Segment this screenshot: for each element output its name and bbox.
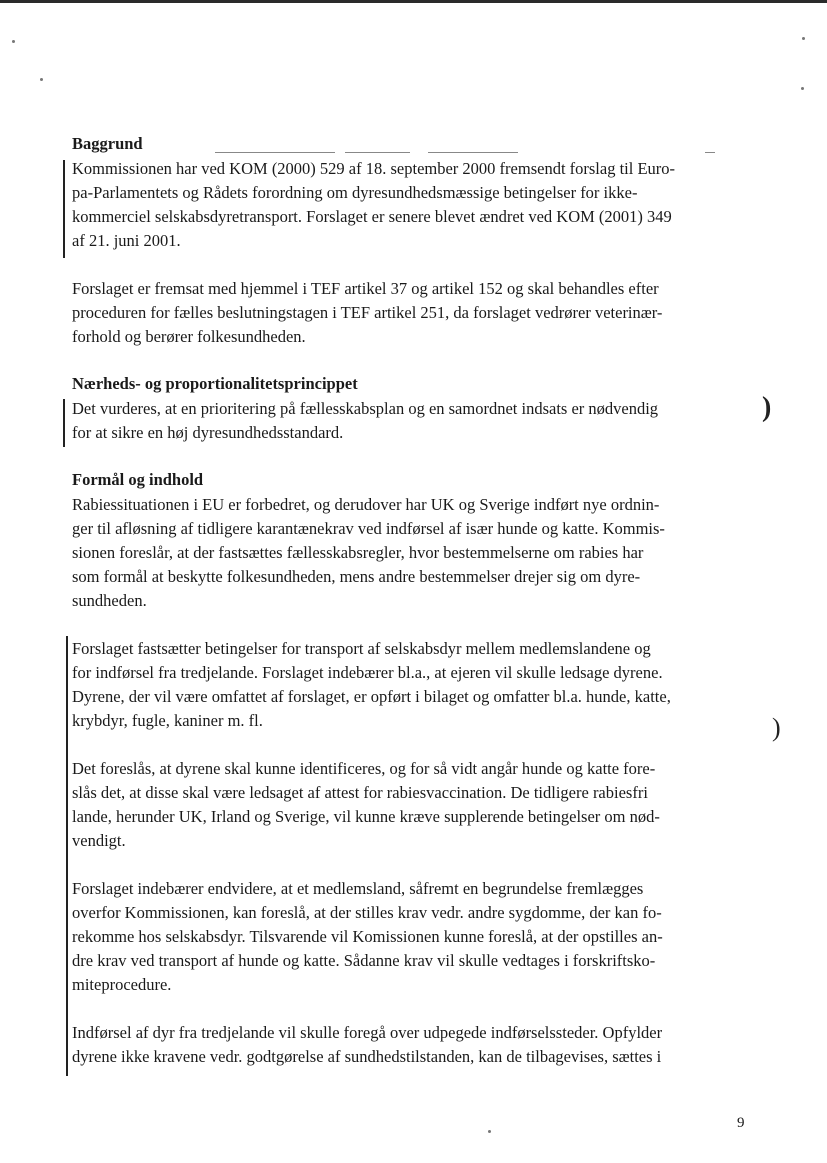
text-line: Det foreslås, at dyrene skal kunne identificeres, og for så vidt angår hunde og katte fore-: [72, 759, 656, 778]
text-line: som formål at beskytte folkesundheden, mens andre bestemmelser drejer sig om dyre-: [72, 567, 641, 586]
text-line: dyrene ikke kravene vedr. godtgørelse af sundhedstilstanden, kan de tilbagevises, sættes i: [72, 1047, 662, 1066]
text-line: overfor Kommissionen, kan foreslå, at der stilles krav vedr. andre sygdomme, der kan fo-: [72, 903, 662, 922]
heading-formaal: Formål og indhold: [72, 470, 204, 489]
bracket-mark: ): [772, 713, 781, 742]
underline-mark: [428, 152, 518, 153]
scan-speck: [12, 40, 15, 43]
bracket-mark: ): [762, 392, 772, 423]
scan-speck: [802, 37, 805, 40]
text-line: for at sikre en høj dyresundhedsstandard.: [72, 423, 344, 442]
change-bar: [63, 399, 65, 447]
text-line: Dyrene, der vil være omfattet af forslaget, er opført i bilaget og omfatter bl.a. hunde, katte,: [72, 687, 671, 706]
change-bar: [63, 160, 65, 258]
text-line: miteprocedure.: [72, 975, 172, 994]
heading-naerhedsprincip: Nærheds- og proportionalitetsprincippet: [72, 374, 358, 393]
scan-speck: [488, 1130, 491, 1133]
text-line: rekomme hos selskabsdyr. Tilsvarende vil Komissionen kunne foreslå, at der opstilles an-: [72, 927, 663, 946]
text-line: af 21. juni 2001.: [72, 231, 181, 250]
change-bar: [66, 636, 68, 1076]
top-edge-line: [0, 0, 827, 3]
text-line: krybdyr, fugle, kaniner m. fl.: [72, 711, 263, 730]
text-line: Det vurderes, at en prioritering på fællesskabsplan og en samordnet indsats er nødvendig: [72, 399, 659, 418]
underline-mark: [345, 152, 410, 153]
text-line: Forslaget er fremsat med hjemmel i TEF artikel 37 og artikel 152 og skal behandles efter: [72, 279, 659, 298]
text-line: Rabiessituationen i EU er forbedret, og derudover har UK og Sverige indført nye ordnin-: [72, 495, 660, 514]
text-line: Indførsel af dyr fra tredjelande vil skulle foregå over udpegede indførselssteder. Opfylder: [72, 1023, 663, 1042]
text-line: vendigt.: [72, 831, 126, 850]
text-line: for indførsel fra tredjelande. Forslaget indebærer bl.a., at ejeren vil skulle ledsage dyrene.: [72, 663, 663, 682]
text-line: sundheden.: [72, 591, 147, 610]
text-line: slås det, at disse skal være ledsaget af attest for rabiesvaccination. De tidligere rabiesfri: [72, 783, 648, 802]
page-number: 9: [737, 1115, 745, 1131]
text-line: Kommissionen har ved KOM (2000) 529 af 18. september 2000 fremsendt forslag til Euro-: [72, 159, 676, 178]
text-line: Forslaget indebærer endvidere, at et medlemsland, såfremt en begrundelse fremlægges: [72, 879, 644, 898]
text-line: ger til afløsning af tidligere karantænekrav ved indførsel af især hunde og katte. Kommis-: [72, 519, 665, 538]
text-line: kommerciel selskabsdyretransport. Forslaget er senere blevet ændret ved KOM (2001) 349: [72, 207, 672, 226]
heading-baggrund: Baggrund: [72, 134, 143, 153]
text-line: lande, herunder UK, Irland og Sverige, vil kunne kræve supplerende betingelser om nød-: [72, 807, 660, 826]
text-line: sionen foreslår, at der fastsættes fællesskabsregler, hvor bestemmelserne om rabies har: [72, 543, 644, 562]
text-line: dre krav ved transport af hunde og katte. Sådanne krav vil skulle vedtages i forskriftsko-: [72, 951, 656, 970]
text-line: pa-Parlamentets og Rådets forordning om dyresundhedsmæssige betingelser for ikke-: [72, 183, 638, 202]
underline-mark: [215, 152, 335, 153]
text-line: Forslaget fastsætter betingelser for transport af selskabsdyr mellem medlemslandene og: [72, 639, 651, 658]
underline-mark: [705, 152, 715, 153]
scan-speck: [801, 87, 804, 90]
text-line: proceduren for fælles beslutningstagen i TEF artikel 251, da forslaget vedrører veterinær-: [72, 303, 663, 322]
scan-speck: [40, 78, 43, 81]
text-line: forhold og berører folkesundheden.: [72, 327, 306, 346]
